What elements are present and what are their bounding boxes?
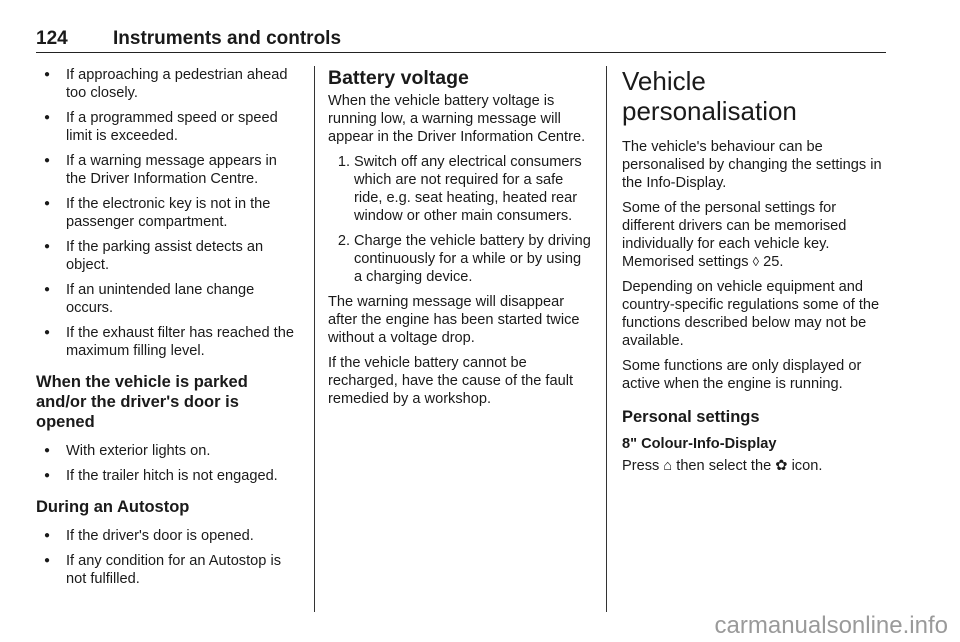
press-text: icon. [791,458,823,474]
step-number: 1. [337,154,350,170]
warning-conditions-list [36,66,298,360]
page-reference[interactable]: 25. [763,254,784,270]
section-heading-parked: When the vehicle is parked and/or the driver's door is opened [36,373,248,431]
battery-steps [328,153,592,286]
section-heading-personalisation: Vehicle personalisation [622,66,797,126]
press-text: Press [622,458,660,474]
battery-para: If the vehicle battery cannot be recharged, have the cause of the fault remedied by a workshop. [328,355,574,407]
list-item: ● If the trailer hitch is not engaged. [36,467,298,485]
column-divider [314,66,315,612]
step-text: Switch off any electrical consumers which are not required for a safe ride, e.g. seat heating, heated rear window or other main consumers. [354,154,582,224]
list-item [328,153,592,225]
gear-icon: ✿ [775,458,788,474]
battery-intro: When the vehicle battery voltage is running low, a warning message will appear in the Driver Information Centre. [328,93,586,145]
press-instruction [622,457,884,475]
memorised-text: Some of the personal settings for different drivers can be memorised individually for each vehicle key. Memorised settings [622,200,847,270]
section-heading-autostop: During an Autostop [36,498,190,516]
personalisation-para [622,199,884,271]
list-item: ● If a programmed speed or speed limit is exceeded. [36,109,298,145]
column-right [622,66,884,482]
list-item: ● If the driver's door is opened. [36,527,298,545]
page-reference-icon: ◊ [752,254,760,269]
list-item: ● If the exhaust filter has reached the maximum filling level. [36,324,298,360]
page-title: Instruments and controls [113,28,342,49]
list-item: ● If the parking assist detects an object. [36,238,298,274]
list-item: ● If any condition for an Autostop is not fulfilled. [36,552,298,588]
subheading-personal-settings: Personal settings [622,408,760,426]
list-item: ● With exterior lights on. [36,442,298,460]
press-text: then select the [676,458,772,474]
column-middle [328,66,592,415]
list-item: ● If approaching a pedestrian ahead too closely. [36,66,298,102]
home-icon: ⌂ [663,458,673,474]
watermark: carmanualsonline.info [714,612,948,639]
autostop-conditions-list [36,527,298,588]
list-item: ● If a warning message appears in the Driver Information Centre. [36,152,298,188]
step-number: 2. [337,233,350,249]
parked-conditions-list [36,442,298,485]
step-text: Charge the vehicle battery by driving continuously for a while or by using a charging device. [354,233,591,285]
list-item: ● If an unintended lane change occurs. [36,281,298,317]
battery-para: The warning message will disappear after the engine has been started twice without a voltage drop. [328,294,580,346]
personalisation-para: Depending on vehicle equipment and country-specific regulations some of the functions described below may not be available. [622,279,880,349]
column-divider [606,66,607,612]
page-header [36,30,886,53]
page-number: 124 [36,28,68,49]
column-left [36,66,298,595]
subsubheading-display: 8" Colour-Info-Display [622,436,777,452]
section-heading-battery: Battery voltage [328,67,469,89]
personalisation-para: Some functions are only displayed or active when the engine is running. [622,358,862,392]
list-item: ● If the electronic key is not in the passenger compartment. [36,195,298,231]
list-item [328,232,592,286]
personalisation-para: The vehicle's behaviour can be personalised by changing the settings in the Info-Display. [622,139,882,191]
